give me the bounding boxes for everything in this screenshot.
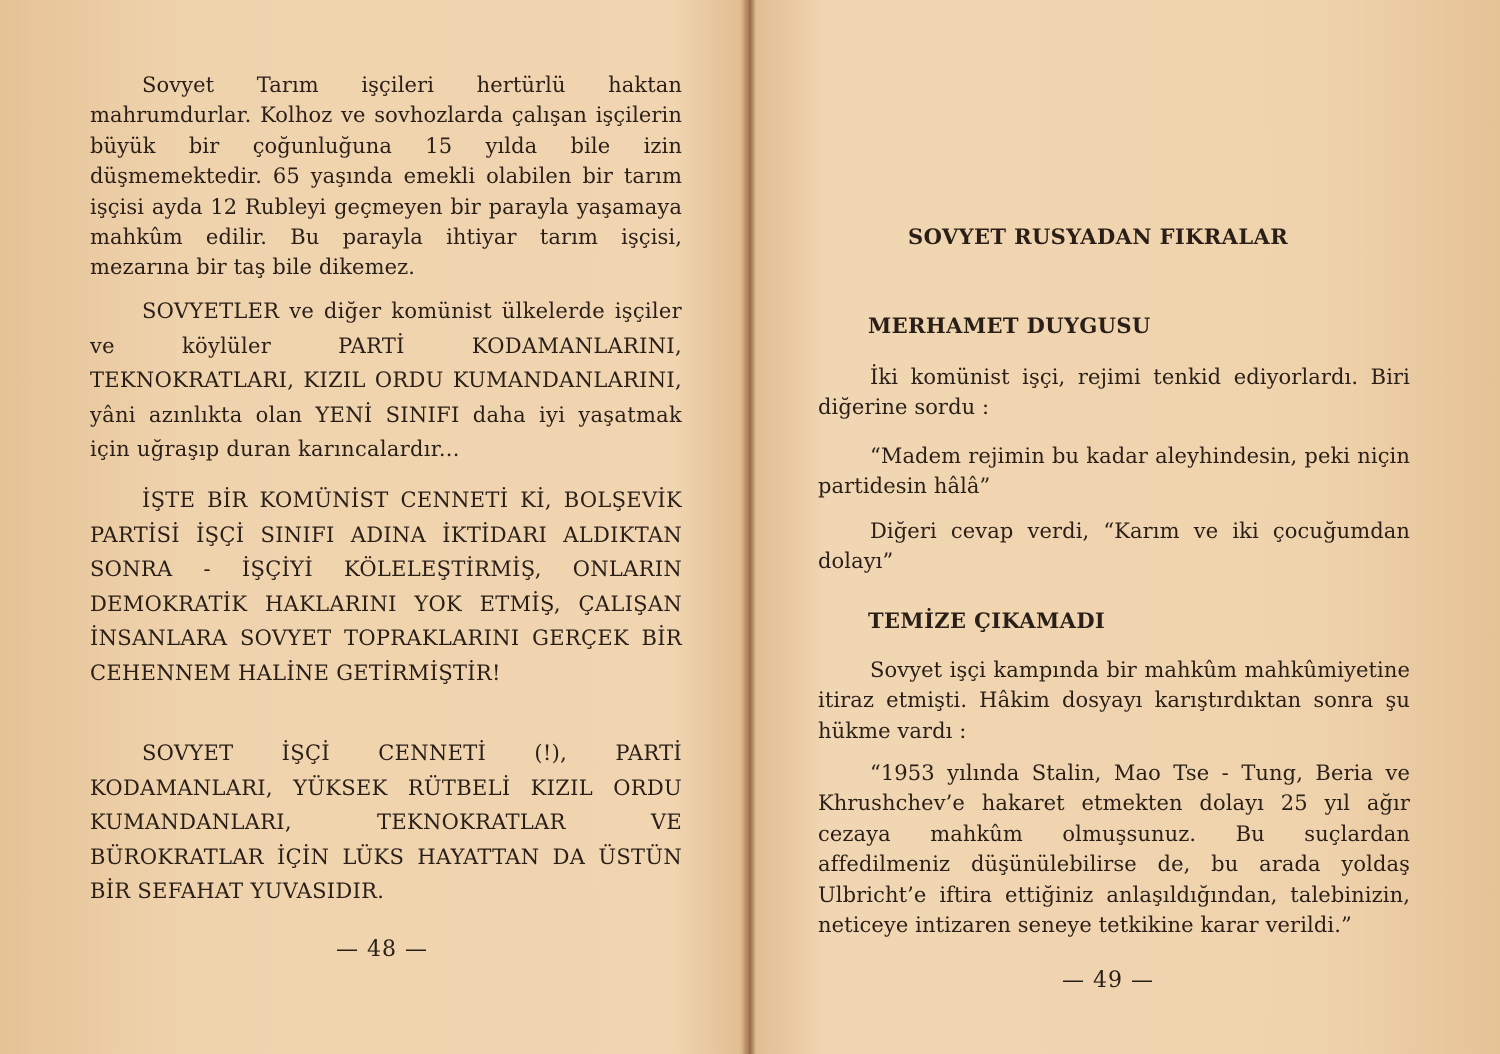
section-2-paragraph-2: “1953 yılında Stalin, Mao Tse - Tung, Beria ve Khrushchev’e hakaret etmekten dolayı 25 yıl ağır cezaya mahkûm olmuşsunuz. Bu suçlardan affedilmeniz düşünülebilirse de, bu arada yoldaş Ulbricht’e iftira ettiğiniz anlaşıldığından, talebinizin, neticeye intizaren seneye tetkikine karar verildi.” xyxy=(818,761,1410,938)
section-heading-temize: TEMİZE ÇIKAMADI xyxy=(868,608,1106,633)
left-paragraph-1: Sovyet Tarım işçileri hertürlü haktan mahrumdurlar. Kolhoz ve sovhozlarda çalışan işçilerin büyük bir çoğunluğuna 15 yılda bile izin düşmemektedir. 65 yaşında emekli olabilen bir tarım işçisi ayda 12 Rubleyi geçmeyen bir parayla yaşamaya mahkûm edilir. Bu parayla ihtiyar tarım işçisi, mezarına bir taş bile dikemez. xyxy=(90,73,682,280)
left-paragraph-2: SOVYETLER ve diğer komünist ülkelerde işçiler ve köylüler PARTİ KODAMANLARINI, TEKNOKRATLARI, KIZIL ORDU KUMANDANLARINI, yâni azınlıkta olan YENİ SINIFI daha iyi yaşatmak için uğraşıp duran karıncalardır... xyxy=(90,299,682,461)
right-page xyxy=(752,0,1500,1054)
left-paragraph-4: SOVYET İŞÇİ CENNETİ (!), PARTİ KODAMANLARI, YÜKSEK RÜTBELİ KIZIL ORDU KUMANDANLARI, TEKNOKRATLAR VE BÜROKRATLAR İÇİN LÜKS HAYATTAN DA ÜSTÜN BİR SEFAHAT YUVASIDIR. xyxy=(90,741,682,903)
left-paragraph-3: İŞTE BİR KOMÜNİST CENNETİ Kİ, BOLŞEVİK PARTİSİ İŞÇİ SINIFI ADINA İKTİDARI ALDIKTAN SONRA - İŞÇİYİ KÖLELEŞTİRMİŞ, ONLARIN DEMOKRATİK HAKLARINI YOK ETMİŞ, ÇALIŞAN İNSANLARA SOVYET TOPRAKLARINI GERÇEK BİR CEHENNEM HALİNE GETİRMİŞTİR! xyxy=(90,488,682,685)
left-page xyxy=(0,0,748,1054)
section-2-paragraph-1: Sovyet işçi kampında bir mahkûm mahkûmiyetine itiraz etmişti. Hâkim dosyayı karıştırdıktan sonra şu hükme vardı : xyxy=(818,658,1410,743)
section-1-paragraph-1: İki komünist işçi, rejimi tenkid ediyorlardı. Biri diğerine sordu : xyxy=(818,365,1410,420)
section-heading-merhamet: MERHAMET DUYGUSU xyxy=(868,313,1151,338)
section-1-paragraph-2: “Madem rejimin bu kadar aleyhindesin, peki niçin partidesin hâlâ” xyxy=(818,444,1410,499)
page-number-left: — 48 — xyxy=(336,937,428,962)
section-1-paragraph-3: Diğeri cevap verdi, “Karım ve iki çocuğumdan dolayı” xyxy=(818,519,1410,574)
page-title: SOVYET RUSYADAN FIKRALAR xyxy=(908,224,1289,249)
page-number-right: — 49 — xyxy=(1062,968,1154,993)
